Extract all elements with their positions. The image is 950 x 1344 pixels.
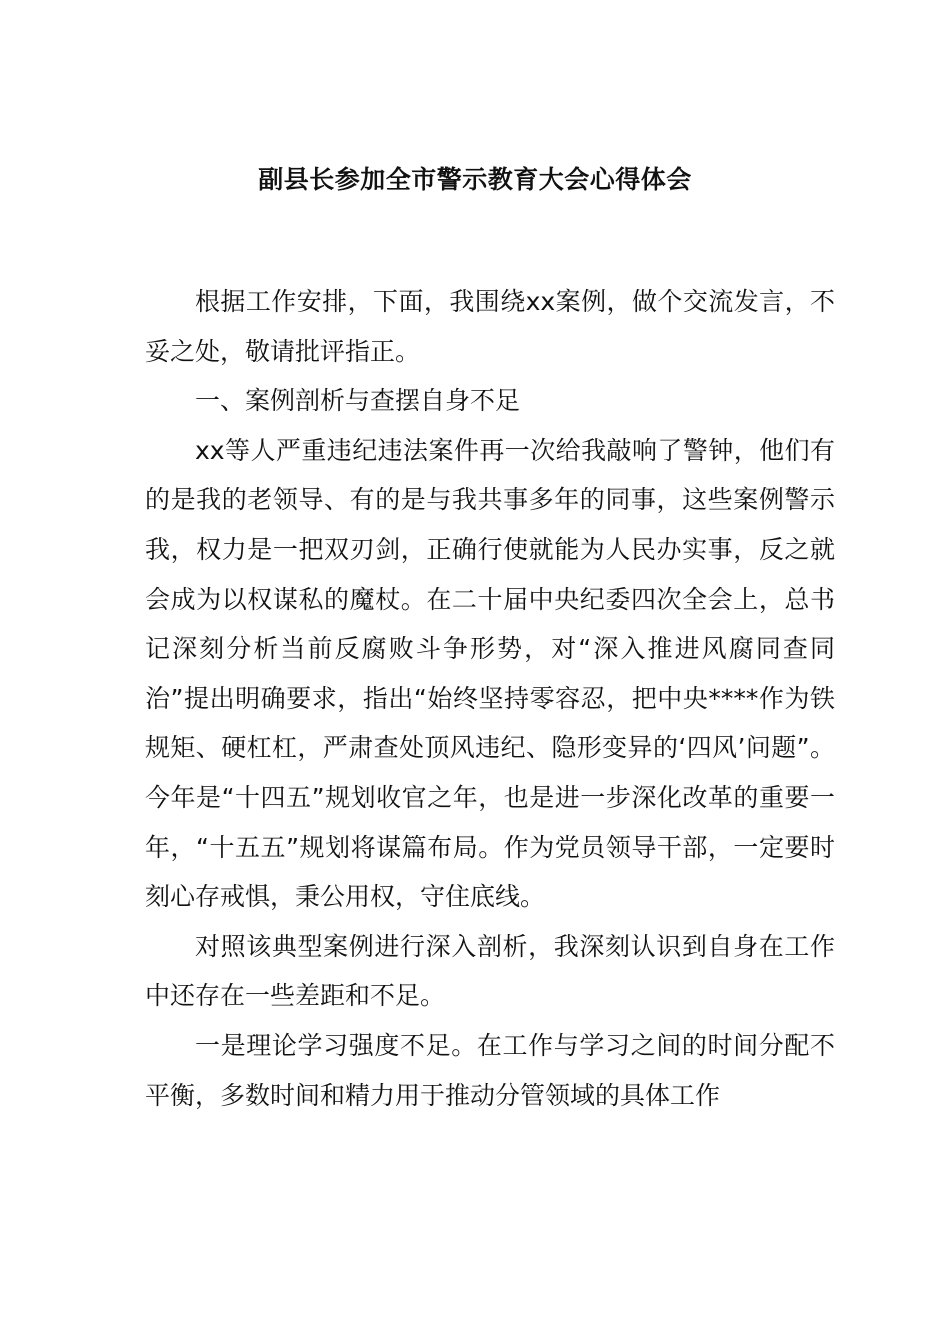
paragraph-intro: 根据工作安排，下面，我围绕xx案例，做个交流发言，不妥之处，敬请批评指正。	[145, 287, 835, 366]
document-title: 副县长参加全市警示教育大会心得体会	[258, 165, 692, 194]
paragraph-point-one: 一是理论学习强度不足。在工作与学习之间的时间分配不平衡，多数时间和精力用于推动分管领域的具体工作	[145, 1030, 835, 1110]
paragraph-case-analysis: xx等人严重违纪违法案件再一次给我敲响了警钟，他们有的是我的老领导、有的是与我共事多年的同事，这些案例警示我，权力是一把双刃剑，正确行使就能为人民办实事，反之就会成为以权谋私的魔杖。在二十届中央纪委四次全会上，总书记深刻分析当前反腐败斗争形势，对“深入推进风腐同查同治”提出明确要求，指出“始终坚持零容忍，把中央****作为铁规矩、硬杠杠，严肃查处顶风违纪、隐形变异的‘四风’问题”。今年是“十四五”规划收官之年，也是进一步深化改革的重要一年，“十五五”规划将谋篇布局。作为党员领导干部，一定要时刻心存戒惧，秉公用权，守住底线。	[145, 435, 835, 912]
paragraph-self-review: 对照该典型案例进行深入剖析，我深刻认识到自身在工作中还存在一些差距和不足。	[145, 931, 835, 1011]
document-body	[145, 277, 835, 1120]
section-heading: 一、案例剖析与查摆自身不足	[195, 386, 521, 416]
